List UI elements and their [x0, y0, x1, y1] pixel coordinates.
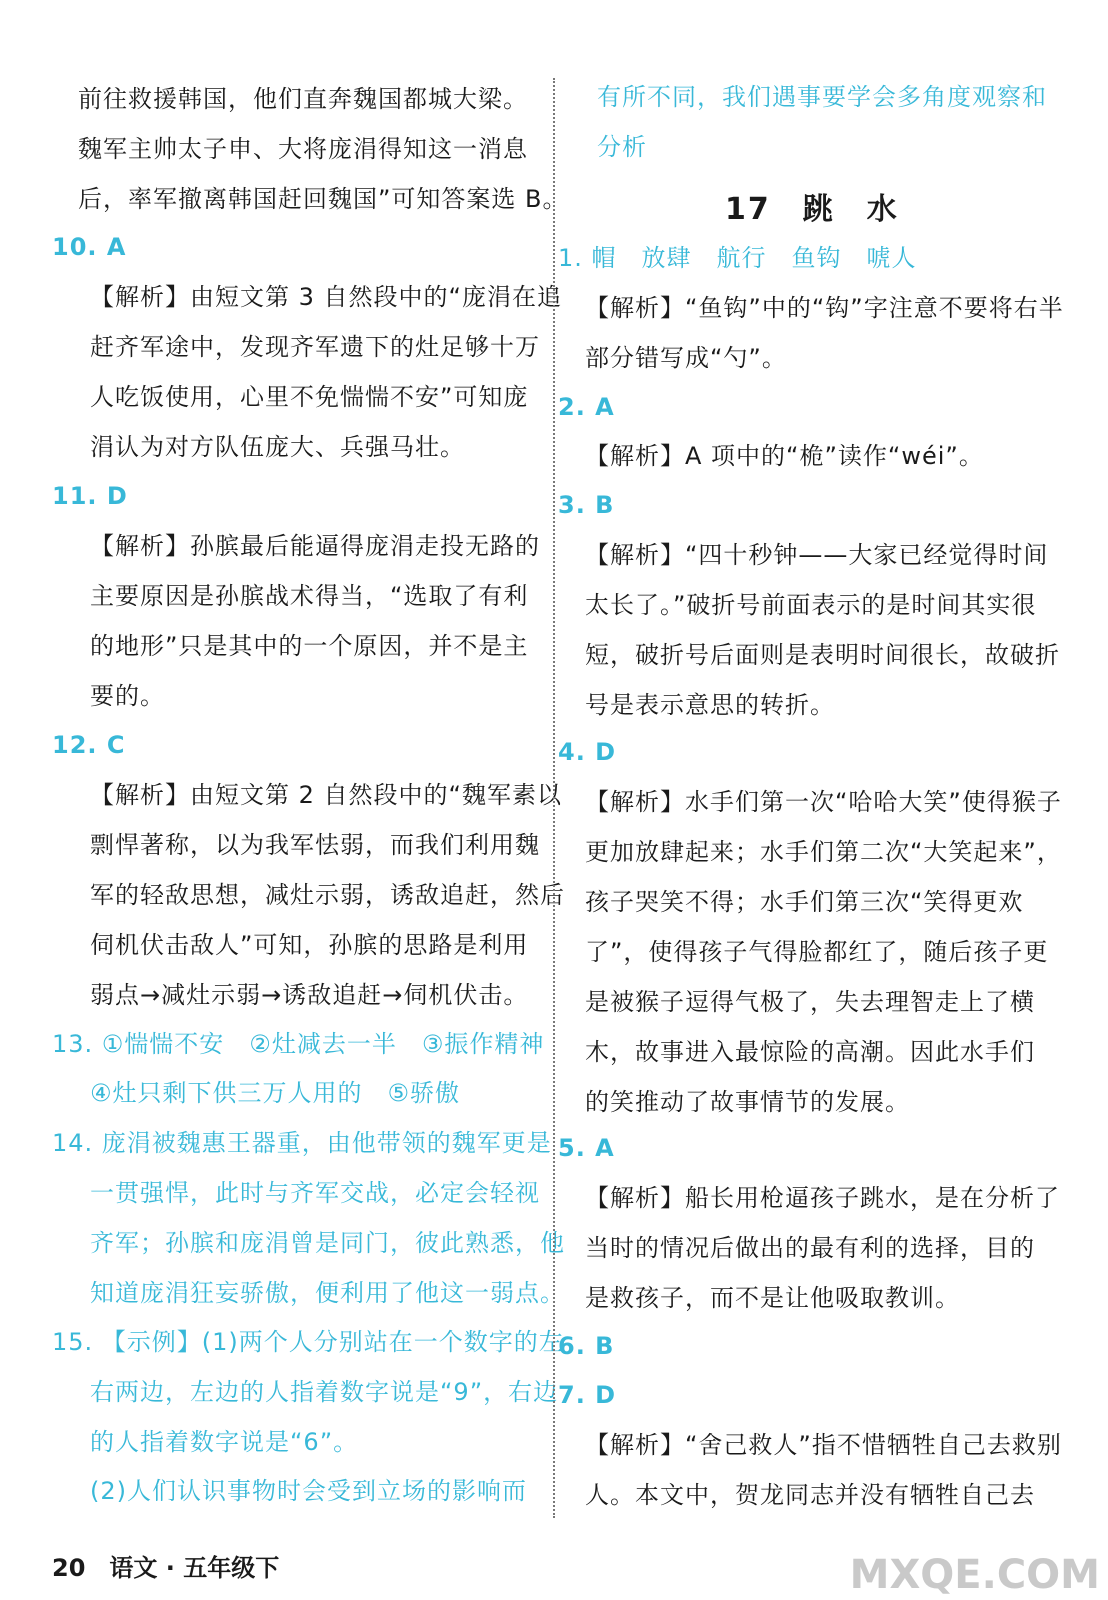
text-line: 4. D [558, 738, 617, 766]
text-line: 知道庞涓狂妄骄傲，便利用了他这一弱点。 [90, 1279, 565, 1307]
text-line: 人吃饭使用，心里不免惴惴不安”可知庞 [90, 383, 529, 411]
text-line: 有所不同，我们遇事要学会多角度观察和 [597, 83, 1047, 111]
text-line: 涓认为对方队伍庞大、兵强马壮。 [90, 433, 465, 461]
text-line: 【解析】船长用枪逼孩子跳水，是在分析了 [585, 1184, 1060, 1212]
text-line: 11. D [52, 482, 128, 510]
text-line: 【解析】A 项中的“桅”读作“wéi”。 [585, 442, 984, 470]
text-line: 6. B [558, 1332, 615, 1360]
text-line: 当时的情况后做出的最有利的选择，目的 [585, 1234, 1035, 1262]
text-line: 3. B [558, 491, 615, 519]
text-line: 弱点→减灶示弱→诱敌追赶→伺机伏击。 [90, 981, 529, 1009]
text-line: 分析 [597, 133, 647, 161]
text-line: 【解析】孙膑最后能逼得庞涓走投无路的 [90, 532, 540, 560]
text-line: 7. D [558, 1381, 617, 1409]
text-line: 2. A [558, 393, 615, 421]
text-line: 14. 庞涓被魏惠王器重，由他带领的魏军更是 [52, 1129, 552, 1157]
text-line: 军的轻敌思想，减灶示弱，诱敌追赶，然后 [90, 881, 565, 909]
text-line: 齐军；孙膑和庞涓曾是同门，彼此熟悉，他 [90, 1229, 565, 1257]
text-line: 剽悍著称，以为我军怯弱，而我们利用魏 [90, 831, 540, 859]
text-line: 前往救援韩国，他们直奔魏国都城大梁。 [78, 85, 528, 113]
text-line: ④灶只剩下供三万人用的 ⑤骄傲 [90, 1079, 461, 1107]
text-line: 部分错写成“勺”。 [585, 344, 787, 372]
text-line: 的笑推动了故事情节的发展。 [585, 1088, 910, 1116]
text-line: 魏军主帅太子申、大将庞涓得知这一消息 [78, 135, 528, 163]
text-line: 人。本文中，贺龙同志并没有牺牲自己去 [585, 1481, 1035, 1509]
column-divider [553, 78, 555, 1518]
text-line: 5. A [558, 1134, 615, 1162]
text-line: 了”，使得孩子气得脸都红了，随后孩子更 [585, 938, 1049, 966]
text-line: 孩子哭笑不得；水手们第三次“笑得更欢 [585, 888, 1024, 916]
text-line: 【解析】由短文第 2 自然段中的“魏军素以 [90, 781, 562, 809]
section-title: 17 跳 水 [725, 192, 899, 227]
text-line: 赶齐军途中，发现齐军遗下的灶足够十万 [90, 333, 540, 361]
text-line: 15. 【示例】(1)两个人分别站在一个数字的左 [52, 1328, 564, 1356]
text-line: 一贯强悍，此时与齐军交战，必定会轻视 [90, 1179, 540, 1207]
text-line: 13. ①惴惴不安 ②灶减去一半 ③振作精神 [52, 1030, 545, 1058]
text-line: 的地形”只是其中的一个原因，并不是主 [90, 632, 529, 660]
text-line: 【解析】“舍己救人”指不惜牺牲自己去救别 [585, 1431, 1062, 1459]
text-line: 太长了。”破折号前面表示的是时间其实很 [585, 591, 1037, 619]
text-line: 1. 帽 放肆 航行 鱼钩 唬人 [558, 244, 917, 272]
text-line: 伺机伏击敌人”可知，孙膑的思路是利用 [90, 931, 529, 959]
text-line: 的人指着数字说是“6”。 [90, 1428, 359, 1456]
text-line: (2)人们认识事物时会受到立场的影响而 [90, 1477, 527, 1505]
text-line: 是救孩子，而不是让他吸取教训。 [585, 1284, 960, 1312]
text-line: 要的。 [90, 682, 165, 710]
watermark: MXQE.COM [849, 1552, 1100, 1598]
text-line: 更加放肆起来；水手们第二次“大笑起来”， [585, 838, 1062, 866]
text-line: 【解析】“鱼钩”中的“钩”字注意不要将右半 [585, 294, 1064, 322]
page-footer: 20 语文 · 五年级下 [52, 1554, 280, 1582]
text-line: 是被猴子逗得气极了，失去理智走上了横 [585, 988, 1035, 1016]
text-line: 后，率军撤离韩国赶回魏国”可知答案选 B。 [78, 185, 568, 213]
text-line: 木，故事进入最惊险的高潮。因此水手们 [585, 1038, 1035, 1066]
text-line: 12. C [52, 731, 126, 759]
text-line: 10. A [52, 233, 127, 261]
text-line: 短，破折号后面则是表明时间很长，故破折 [585, 641, 1060, 669]
text-line: 【解析】由短文第 3 自然段中的“庞涓在追 [90, 283, 562, 311]
text-line: 主要原因是孙膑战术得当，“选取了有利 [90, 582, 529, 610]
text-line: 【解析】水手们第一次“哈哈大笑”使得猴子 [585, 788, 1062, 816]
text-line: 号是表示意思的转折。 [585, 691, 835, 719]
text-line: 【解析】“四十秒钟——大家已经觉得时间 [585, 541, 1049, 569]
text-line: 右两边，左边的人指着数字说是“9”，右边 [90, 1378, 559, 1406]
